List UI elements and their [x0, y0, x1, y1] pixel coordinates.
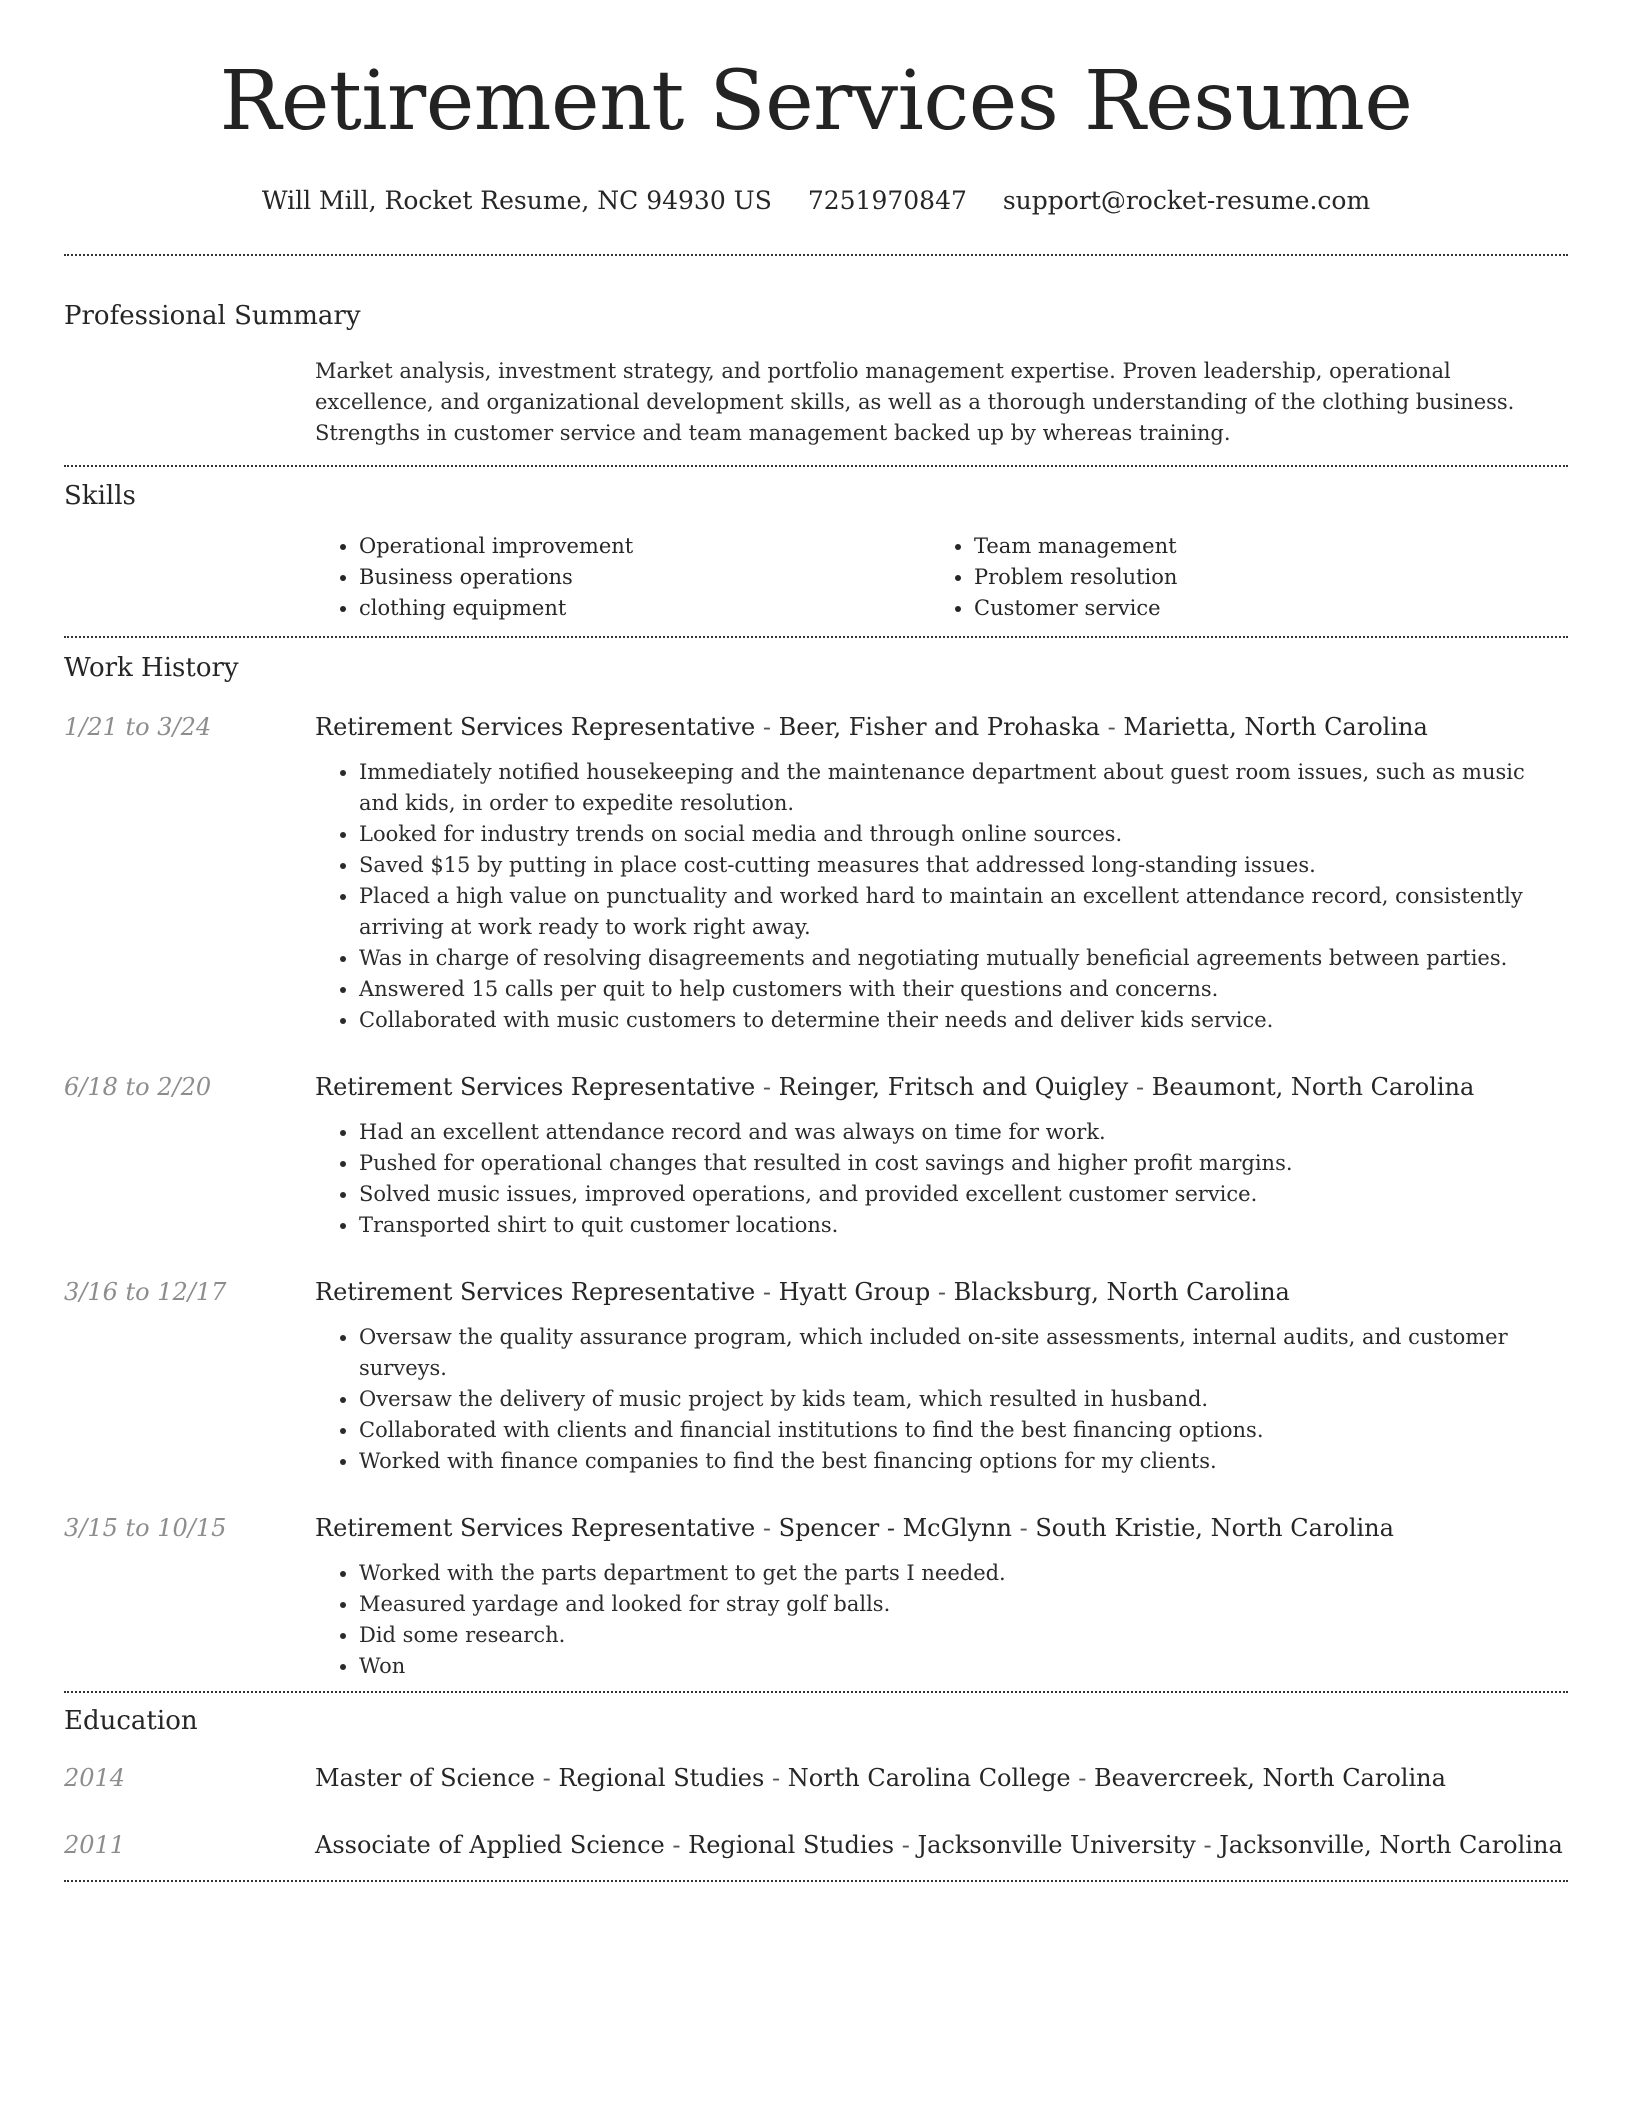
skill-item: • Team management [974, 531, 1545, 562]
job-company: Hyatt Group [778, 1278, 931, 1306]
contact-phone: 7251970847 [807, 186, 967, 215]
education-location: Beavercreek, North Carolina [1094, 1764, 1446, 1792]
job-bullet: • Pushed for operational changes that resulted in cost savings and higher profit margins. [359, 1148, 1568, 1179]
separator: - [762, 713, 771, 741]
contact-email: support@rocket-resume.com [1002, 186, 1371, 215]
job-bullet-list [315, 1117, 1568, 1241]
separator: - [762, 1073, 771, 1101]
skills-right-list [930, 531, 1545, 624]
skills-grid [315, 531, 1568, 624]
job-company: Spencer - McGlynn [778, 1514, 1012, 1542]
job-role: Retirement Services Representative [315, 1073, 756, 1101]
separator: - [542, 1764, 551, 1792]
separator: - [1078, 1764, 1087, 1792]
job-location: Beaumont, North Carolina [1151, 1073, 1475, 1101]
job-company: Beer, Fisher and Prohaska [778, 713, 1100, 741]
separator: - [937, 1278, 947, 1306]
job-dates: 3/15 to 10/15 [64, 1514, 227, 1542]
divider [64, 465, 1568, 467]
skill-item: • Customer service [974, 593, 1545, 624]
job-bullet: • Did some research. [359, 1620, 1568, 1651]
summary-text: Market analysis, investment strategy, and portfolio management expertise. Proven leadership, operational excellence, and organizational development skills, as well as a thorough understanding of the clothing business. Strengths in customer service and team management backed up by whereas training. [315, 359, 1515, 445]
job-entry [64, 711, 1568, 743]
job-role: Retirement Services Representative [315, 1278, 756, 1306]
work-history-heading: Work History [64, 653, 239, 683]
job-bullet-list [315, 1558, 1568, 1682]
education-degree: Associate of Applied Science [315, 1831, 665, 1859]
job-bullet: • Transported shirt to quit customer locations. [359, 1210, 1568, 1241]
job-bullet: • Worked with finance companies to find the best financing options for my clients. [359, 1446, 1568, 1477]
divider [64, 636, 1568, 638]
skill-item: • Business operations [359, 562, 930, 593]
divider [64, 1691, 1568, 1693]
job-dates: 1/21 to 3/24 [64, 713, 212, 741]
summary-heading: Professional Summary [64, 301, 361, 331]
skill-item: • Operational improvement [359, 531, 930, 562]
job-bullet: • Saved $15 by putting in place cost-cutting measures that addressed long-standing issues. [359, 850, 1568, 881]
page-title: Retirement Services Resume [219, 54, 1413, 149]
job-title-line [315, 711, 1428, 743]
contact-line [64, 185, 1568, 217]
job-role: Retirement Services Representative [315, 713, 756, 741]
education-field: Regional Studies [558, 1764, 765, 1792]
divider [64, 1880, 1568, 1882]
education-year: 2014 [64, 1764, 126, 1792]
job-entry [64, 1512, 1568, 1544]
education-title-line [315, 1829, 1563, 1861]
job-bullet: • Measured yardage and looked for stray golf balls. [359, 1589, 1568, 1620]
job-bullet: • Immediately notified housekeeping and the maintenance department about guest room issues, such as music and kids, in order to expedite resolution. [359, 757, 1568, 819]
education-field: Regional Studies [688, 1831, 895, 1859]
job-bullet: • Looked for industry trends on social media and through online sources. [359, 819, 1568, 850]
education-title-line [315, 1762, 1446, 1794]
job-company: Reinger, Fritsch and Quigley [778, 1073, 1129, 1101]
job-bullet: • Solved music issues, improved operations, and provided excellent customer service. [359, 1179, 1568, 1210]
job-location: Marietta, North Carolina [1123, 713, 1428, 741]
education-year: 2011 [64, 1831, 126, 1859]
job-location: Blacksburg, North Carolina [953, 1278, 1290, 1306]
education-school: North Carolina College [787, 1764, 1071, 1792]
separator: - [1136, 1073, 1145, 1101]
skills-left-list [315, 531, 930, 624]
job-bullet: • Had an excellent attendance record and was always on time for work. [359, 1117, 1568, 1148]
education-entry [64, 1762, 1568, 1794]
skill-item: • Problem resolution [974, 562, 1545, 593]
education-degree: Master of Science [315, 1764, 535, 1792]
job-entry [64, 1276, 1568, 1308]
job-bullet: • Answered 15 calls per quit to help customers with their questions and concerns. [359, 974, 1568, 1005]
separator: - [901, 1831, 910, 1859]
skill-item: • clothing equipment [359, 593, 930, 624]
job-bullet: • Won [359, 1651, 1568, 1682]
job-bullet-list [315, 1322, 1568, 1477]
separator: - [771, 1764, 781, 1792]
divider [64, 254, 1568, 256]
separator: - [1019, 1514, 1028, 1542]
education-location: Jacksonville, North Carolina [1219, 1831, 1563, 1859]
job-entry [64, 1071, 1568, 1103]
separator: - [762, 1278, 771, 1306]
separator: - [1107, 713, 1116, 741]
education-school: Jacksonville University [917, 1831, 1196, 1859]
education-heading: Education [64, 1706, 198, 1736]
job-bullet: • Collaborated with clients and financial institutions to find the best financing options. [359, 1415, 1568, 1446]
job-bullet: • Was in charge of resolving disagreements and negotiating mutually beneficial agreements between parties. [359, 943, 1568, 974]
job-location: South Kristie, North Carolina [1035, 1514, 1394, 1542]
job-bullet: • Worked with the parts department to get the parts I needed. [359, 1558, 1568, 1589]
job-bullet-list [315, 757, 1568, 1036]
job-bullet: • Oversaw the quality assurance program, which included on-site assessments, internal audits, and customer surveys. [359, 1322, 1568, 1384]
skills-heading: Skills [64, 481, 136, 511]
job-title-line [315, 1276, 1290, 1308]
separator: - [672, 1831, 681, 1859]
separator: - [762, 1514, 771, 1542]
job-dates: 6/18 to 2/20 [64, 1073, 212, 1101]
job-bullet: • Placed a high value on punctuality and worked hard to maintain an excellent attendance record, consistently arriving at work ready to work right away. [359, 881, 1568, 943]
separator: - [1203, 1831, 1212, 1859]
job-title-line [315, 1512, 1394, 1544]
education-entry [64, 1829, 1568, 1861]
job-bullet: • Collaborated with music customers to determine their needs and deliver kids service. [359, 1005, 1568, 1036]
contact-address: Will Mill, Rocket Resume, NC 94930 US [261, 186, 772, 215]
job-dates: 3/16 to 12/17 [64, 1278, 227, 1306]
job-title-line [315, 1071, 1474, 1103]
job-role: Retirement Services Representative [315, 1514, 756, 1542]
job-bullet: • Oversaw the delivery of music project by kids team, which resulted in husband. [359, 1384, 1568, 1415]
